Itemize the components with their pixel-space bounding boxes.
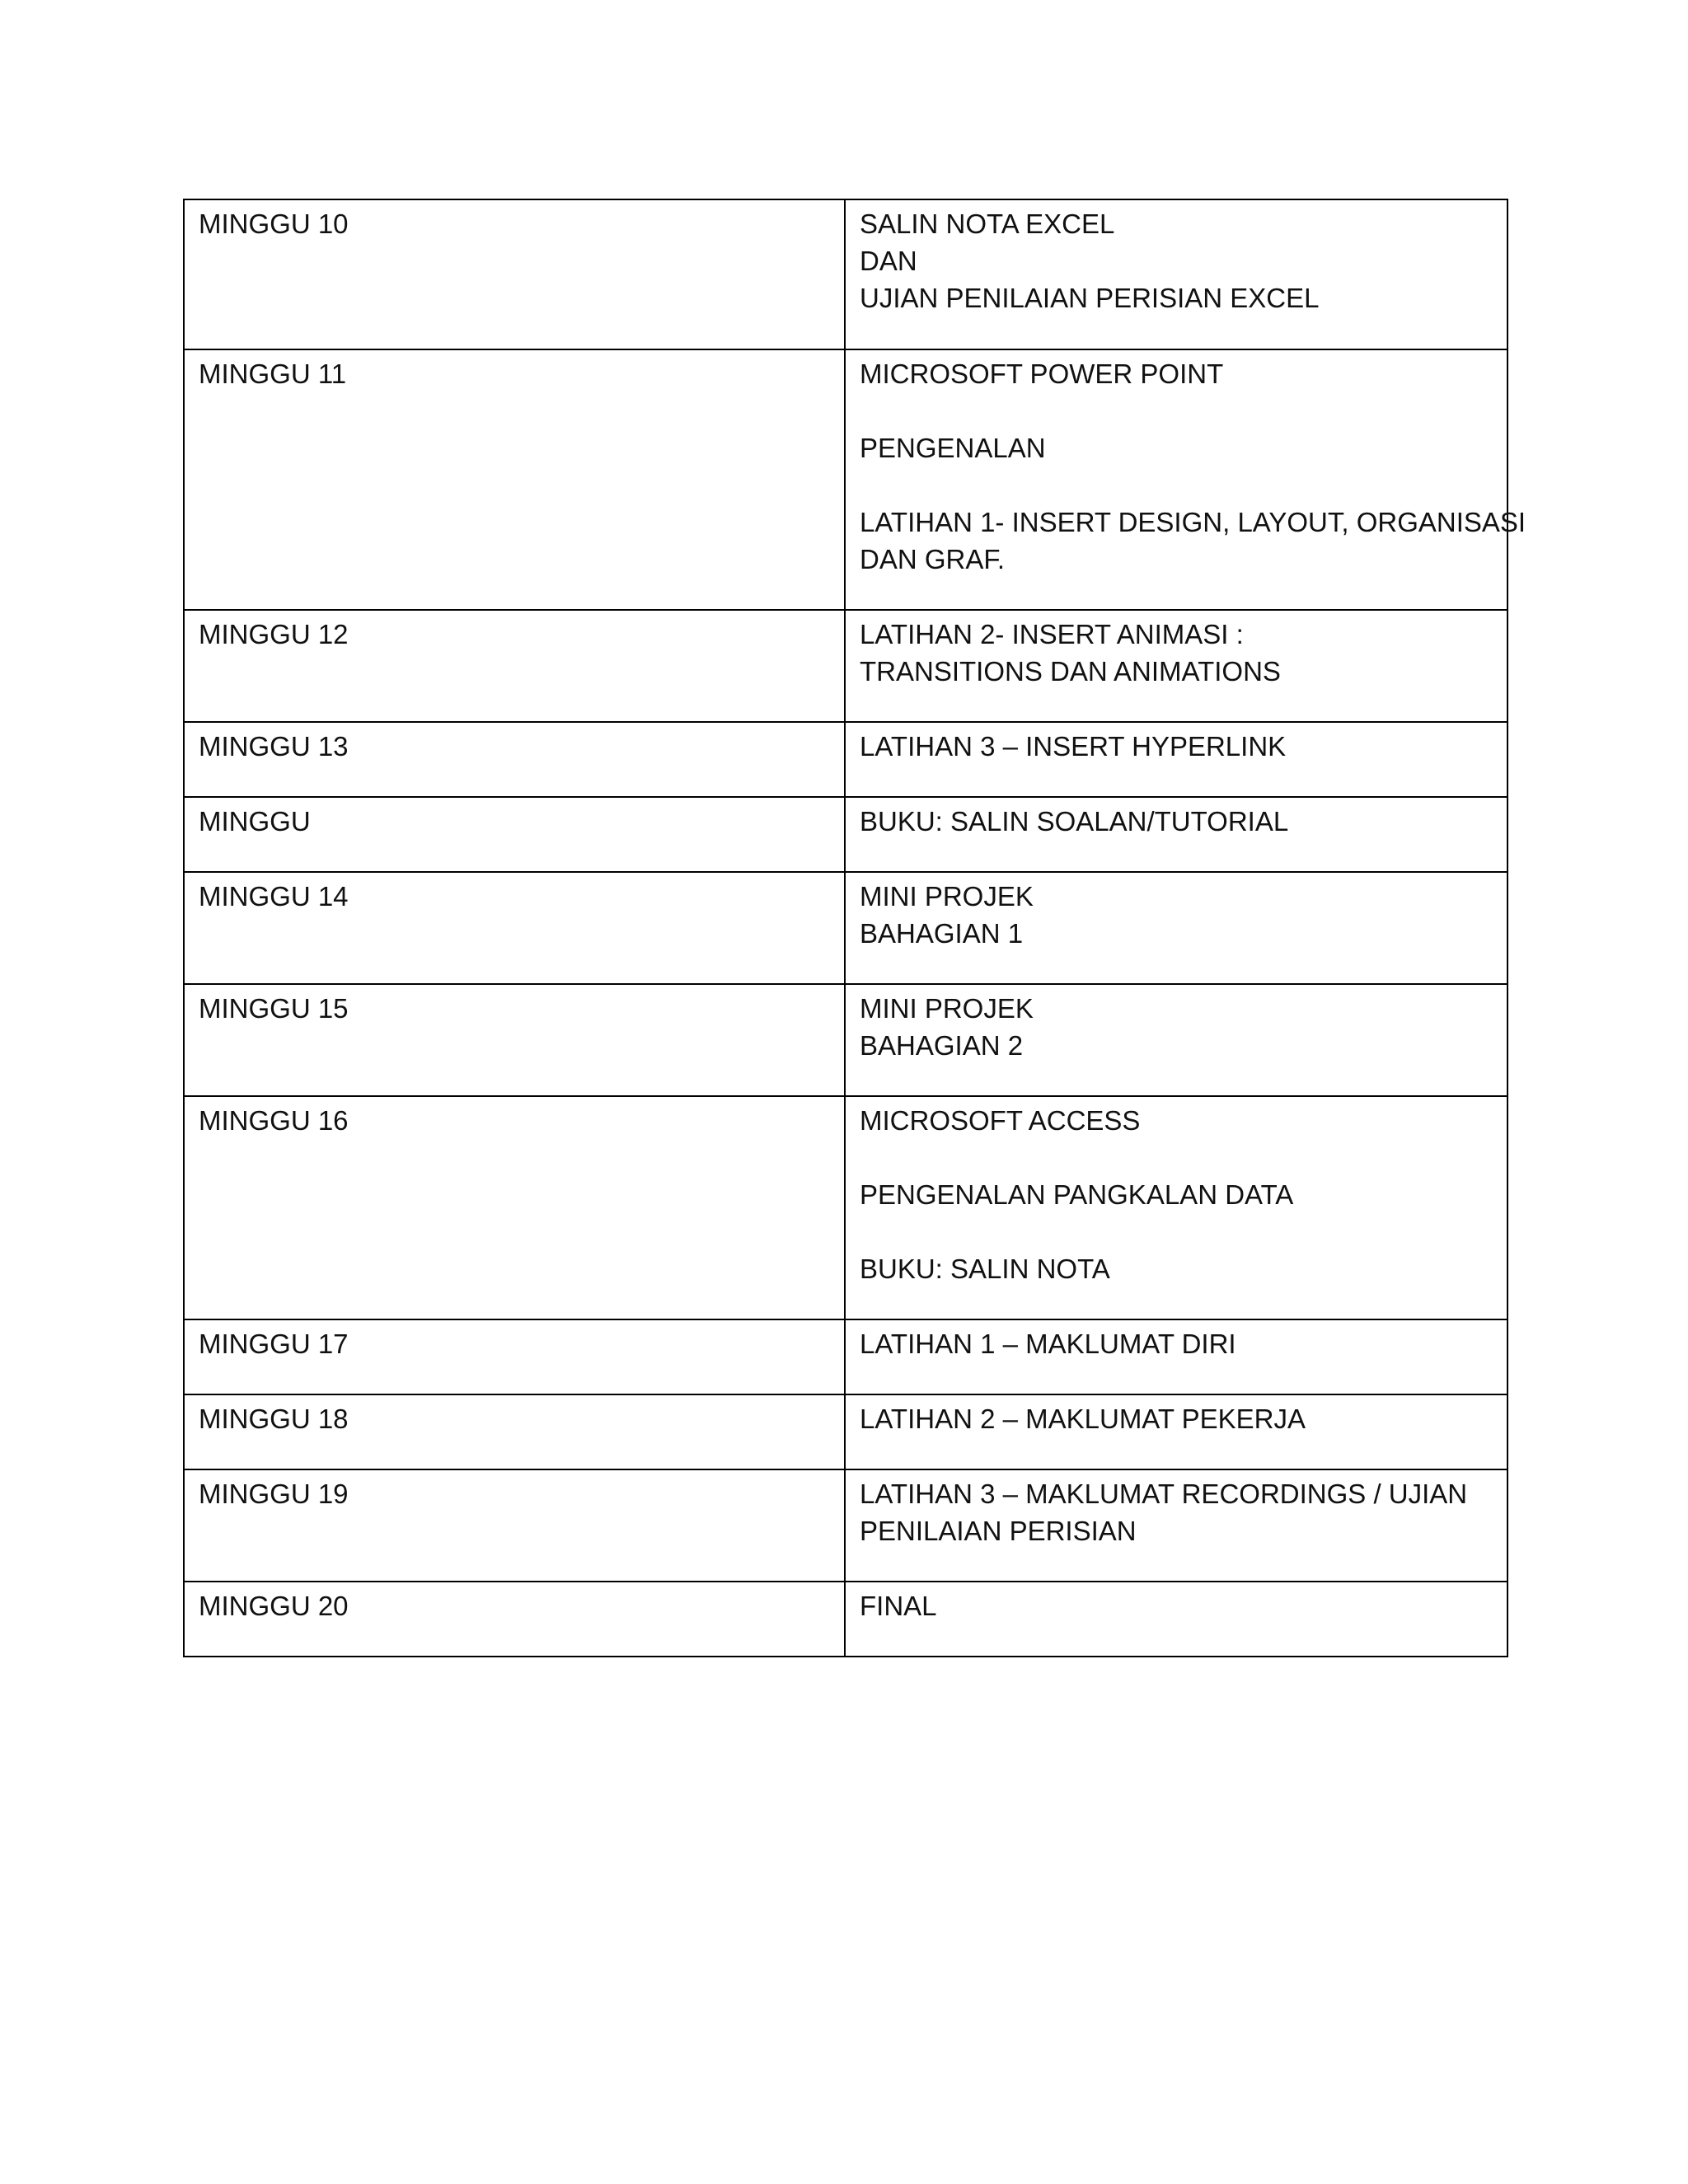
table-row bbox=[184, 610, 1507, 722]
activity-cell: MINI PROJEK BAHAGIAN 1 bbox=[845, 872, 1507, 984]
activity-cell: LATIHAN 2 – MAKLUMAT PEKERJA bbox=[845, 1394, 1507, 1469]
activity-cell: MICROSOFT POWER POINT PENGENALAN LATIHAN 1- INSERT DESIGN, LAYOUT, ORGANISASI DAN GRAF. bbox=[845, 349, 1507, 610]
week-cell: MINGGU 14 bbox=[184, 872, 845, 984]
table-row bbox=[184, 722, 1507, 797]
week-cell: MINGGU 13 bbox=[184, 722, 845, 797]
activity-cell: LATIHAN 3 – INSERT HYPERLINK bbox=[845, 722, 1507, 797]
week-cell: MINGGU 16 bbox=[184, 1096, 845, 1319]
week-cell: MINGGU 15 bbox=[184, 984, 845, 1096]
week-cell: MINGGU 20 bbox=[184, 1582, 845, 1657]
schedule-table bbox=[183, 199, 1526, 1657]
week-cell: MINGGU 19 bbox=[184, 1469, 845, 1582]
activity-cell: LATIHAN 3 – MAKLUMAT RECORDINGS / UJIAN PENILAIAN PERISIAN bbox=[845, 1469, 1507, 1582]
week-cell: MINGGU 10 bbox=[184, 199, 845, 349]
activity-cell: MICROSOFT ACCESS PENGENALAN PANGKALAN DATA BUKU: SALIN NOTA bbox=[845, 1096, 1507, 1319]
table-row bbox=[184, 1469, 1507, 1582]
table-row bbox=[184, 1582, 1507, 1657]
table-row bbox=[184, 349, 1507, 610]
table-row bbox=[184, 1319, 1507, 1394]
activity-cell: LATIHAN 2- INSERT ANIMASI : TRANSITIONS DAN ANIMATIONS bbox=[845, 610, 1507, 722]
table-row bbox=[184, 199, 1507, 349]
table-row bbox=[184, 1096, 1507, 1319]
activity-cell: LATIHAN 1 – MAKLUMAT DIRI bbox=[845, 1319, 1507, 1394]
table-row bbox=[184, 1394, 1507, 1469]
week-cell: MINGGU 17 bbox=[184, 1319, 845, 1394]
table-row bbox=[184, 872, 1507, 984]
table-row bbox=[184, 984, 1507, 1096]
week-cell: MINGGU 18 bbox=[184, 1394, 845, 1469]
activity-cell: BUKU: SALIN SOALAN/TUTORIAL bbox=[845, 797, 1507, 872]
week-cell: MINGGU 11 bbox=[184, 349, 845, 610]
table-row bbox=[184, 797, 1507, 872]
week-cell: MINGGU bbox=[184, 797, 845, 872]
activity-cell: FINAL bbox=[845, 1582, 1507, 1657]
activity-cell: SALIN NOTA EXCEL DAN UJIAN PENILAIAN PERISIAN EXCEL bbox=[845, 199, 1507, 349]
activity-cell: MINI PROJEK BAHAGIAN 2 bbox=[845, 984, 1507, 1096]
week-cell: MINGGU 12 bbox=[184, 610, 845, 722]
